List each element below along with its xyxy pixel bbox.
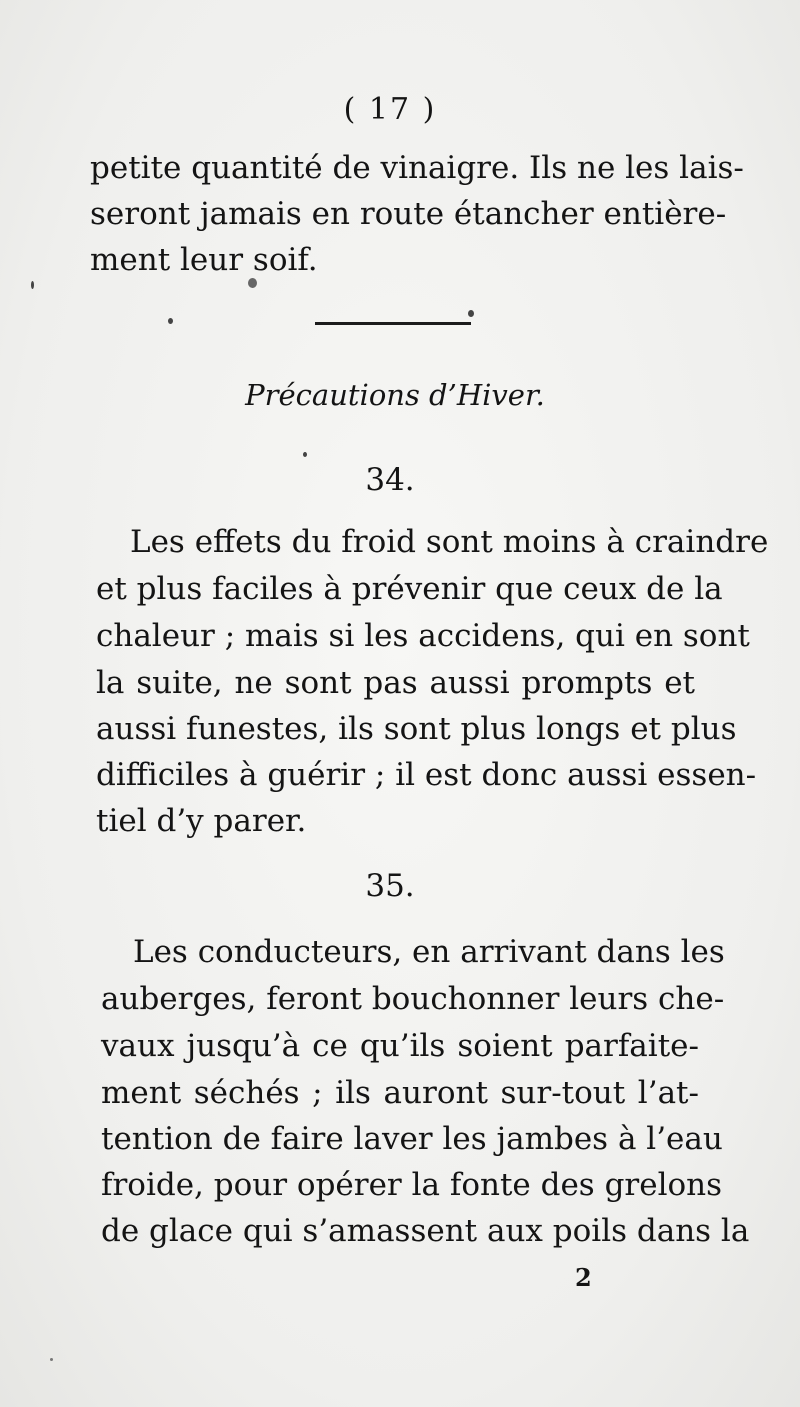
page-number: ( 17 ) — [343, 92, 437, 127]
signature-mark: 2 — [575, 1263, 592, 1292]
text-line: chaleur ; mais si les accidens, qui en sont — [96, 618, 750, 654]
section-number: 35. — [365, 868, 415, 904]
section-number: 34. — [365, 462, 415, 498]
text-line: tiel d’y parer. — [96, 803, 307, 839]
text-line: Les effets du froid sont moins à craindre — [130, 524, 769, 560]
text-line: petite quantité de vinaigre. Ils ne les lais- — [90, 150, 744, 186]
ink-speck — [248, 278, 257, 288]
ink-speck — [50, 1358, 53, 1361]
text-line: la suite, ne sont pas aussi prompts et — [96, 665, 695, 701]
text-line: ment séchés ; ils auront sur-tout l’at- — [101, 1075, 699, 1111]
text-line: seront jamais en route étancher entière- — [90, 196, 727, 232]
text-line: auberges, feront bouchonner leurs che- — [101, 981, 725, 1017]
ink-speck — [468, 310, 474, 317]
text-line: de glace qui s’amassent aux poils dans la — [101, 1213, 750, 1249]
ink-speck — [303, 452, 307, 457]
section-divider — [315, 322, 471, 325]
text-line: aussi funestes, ils sont plus longs et plus — [96, 711, 737, 747]
text-line: tention de faire laver les jambes à l’eau — [101, 1121, 723, 1157]
section-heading: Précautions d’Hiver. — [245, 378, 545, 412]
text-line: ment leur soif. — [90, 242, 318, 278]
text-line: froide, pour opérer la fonte des grelons — [101, 1167, 723, 1203]
text-line: et plus faciles à prévenir que ceux de la — [96, 571, 723, 607]
text-line: Les conducteurs, en arrivant dans les — [133, 934, 725, 970]
ink-speck — [168, 318, 173, 324]
text-line: difficiles à guérir ; il est donc aussi essen- — [96, 757, 757, 793]
ink-speck — [31, 281, 34, 289]
text-line: vaux jusqu’à ce qu’ils soient parfaite- — [101, 1028, 699, 1064]
